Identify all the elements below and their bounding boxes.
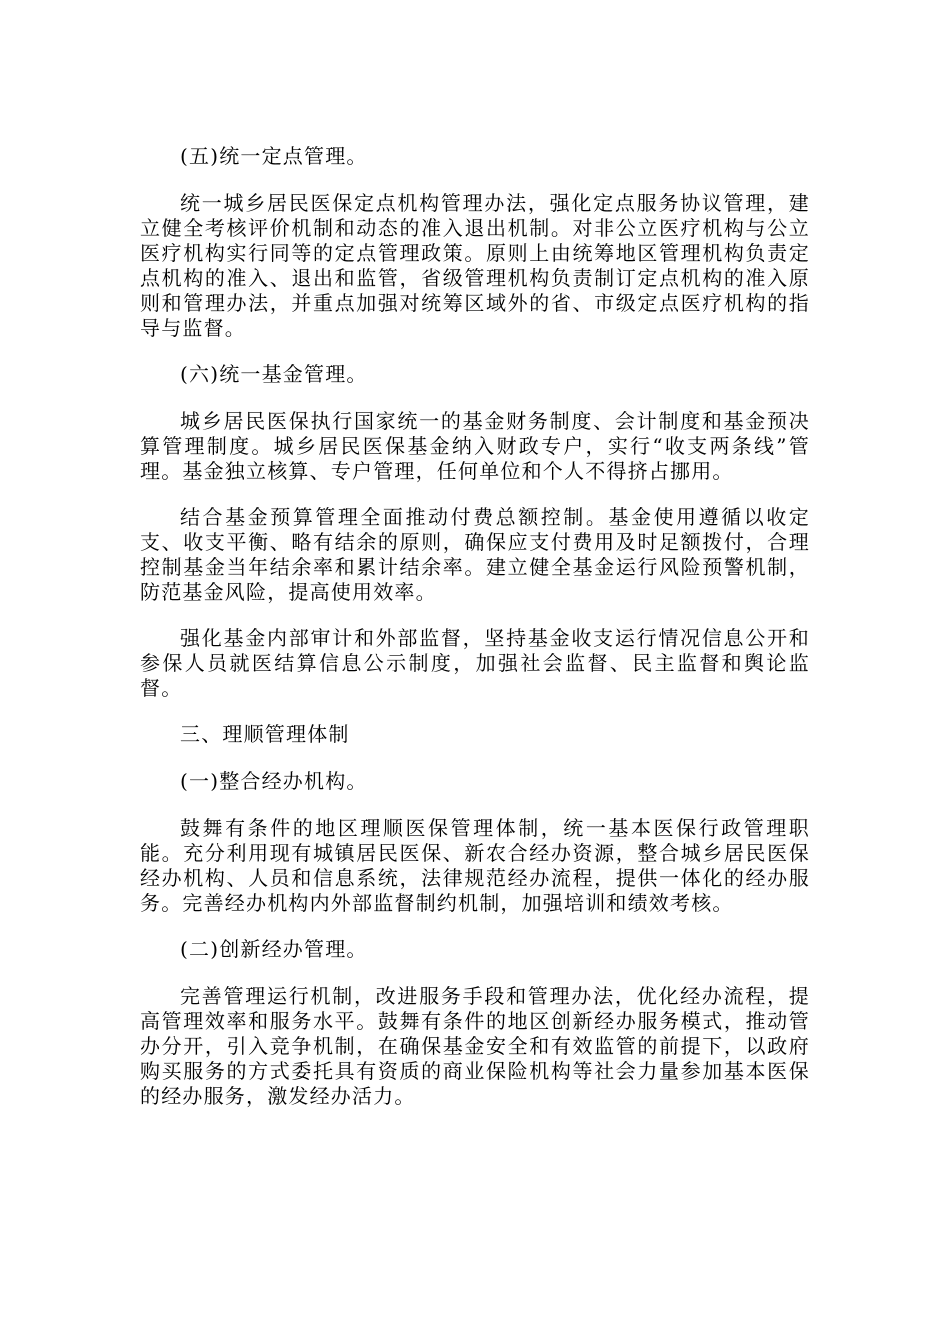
document-body bbox=[140, 144, 810, 1130]
body-paragraph: 统一城乡居民医保定点机构管理办法，强化定点服务协议管理，建立健全考核评价机制和动态的准入退出机制。对非公立医疗机构与公立医疗机构实行同等的定点管理政策。原则上由统筹地区管理机构负责定点机构的准入、退出和监管，省级管理机构负责制订定点机构的准入原则和管理办法，并重点加强对统筹区域外的省、市级定点医疗机构的指导与监督。 bbox=[140, 191, 810, 340]
body-paragraph: 城乡居民医保执行国家统一的基金财务制度、会计制度和基金预决算管理制度。城乡居民医保基金纳入财政专户，实行“收支两条线”管理。基金独立核算、专户管理，任何单位和个人不得挤占挪用。 bbox=[140, 409, 810, 483]
body-paragraph: 鼓舞有条件的地区理顺医保管理体制，统一基本医保行政管理职能。充分利用现有城镇居民医保、新农合经办资源，整合城乡居民医保经办机构、人员和信息系统，法律规范经办流程，提供一体化的经办服务。完善经办机构内外部监督制约机制，加强培训和绩效考核。 bbox=[140, 816, 810, 915]
body-paragraph: 完善管理运行机制，改进服务手段和管理办法，优化经办流程，提高管理效率和服务水平。鼓舞有条件的地区创新经办服务模式，推动管办分开，引入竞争机制，在确保基金安全和有效监管的前提下，以政府购买服务的方式委托具有资质的商业保险机构等社会力量参加基本医保的经办服务，激发经办活力。 bbox=[140, 984, 810, 1108]
body-paragraph: 强化基金内部审计和外部监督，坚持基金收支运行情况信息公开和参保人员就医结算信息公示制度，加强社会监督、民主监督和舆论监督。 bbox=[140, 626, 810, 700]
section-heading-2: (二)创新经办管理。 bbox=[180, 937, 368, 961]
section-heading-6: (六)统一基金管理。 bbox=[180, 362, 368, 386]
body-paragraph: 结合基金预算管理全面推动付费总额控制。基金使用遵循以收定支、收支平衡、略有结余的原则，确保应支付费用及时足额拨付，合理控制基金当年结余率和累计结余率。建立健全基金运行风险预警机制，防范基金风险，提高使用效率。 bbox=[140, 505, 810, 604]
section-heading-5: (五)统一定点管理。 bbox=[180, 144, 368, 168]
chapter-heading-3: 三、理顺管理体制 bbox=[180, 722, 350, 746]
section-heading-1: (一)整合经办机构。 bbox=[180, 769, 368, 793]
